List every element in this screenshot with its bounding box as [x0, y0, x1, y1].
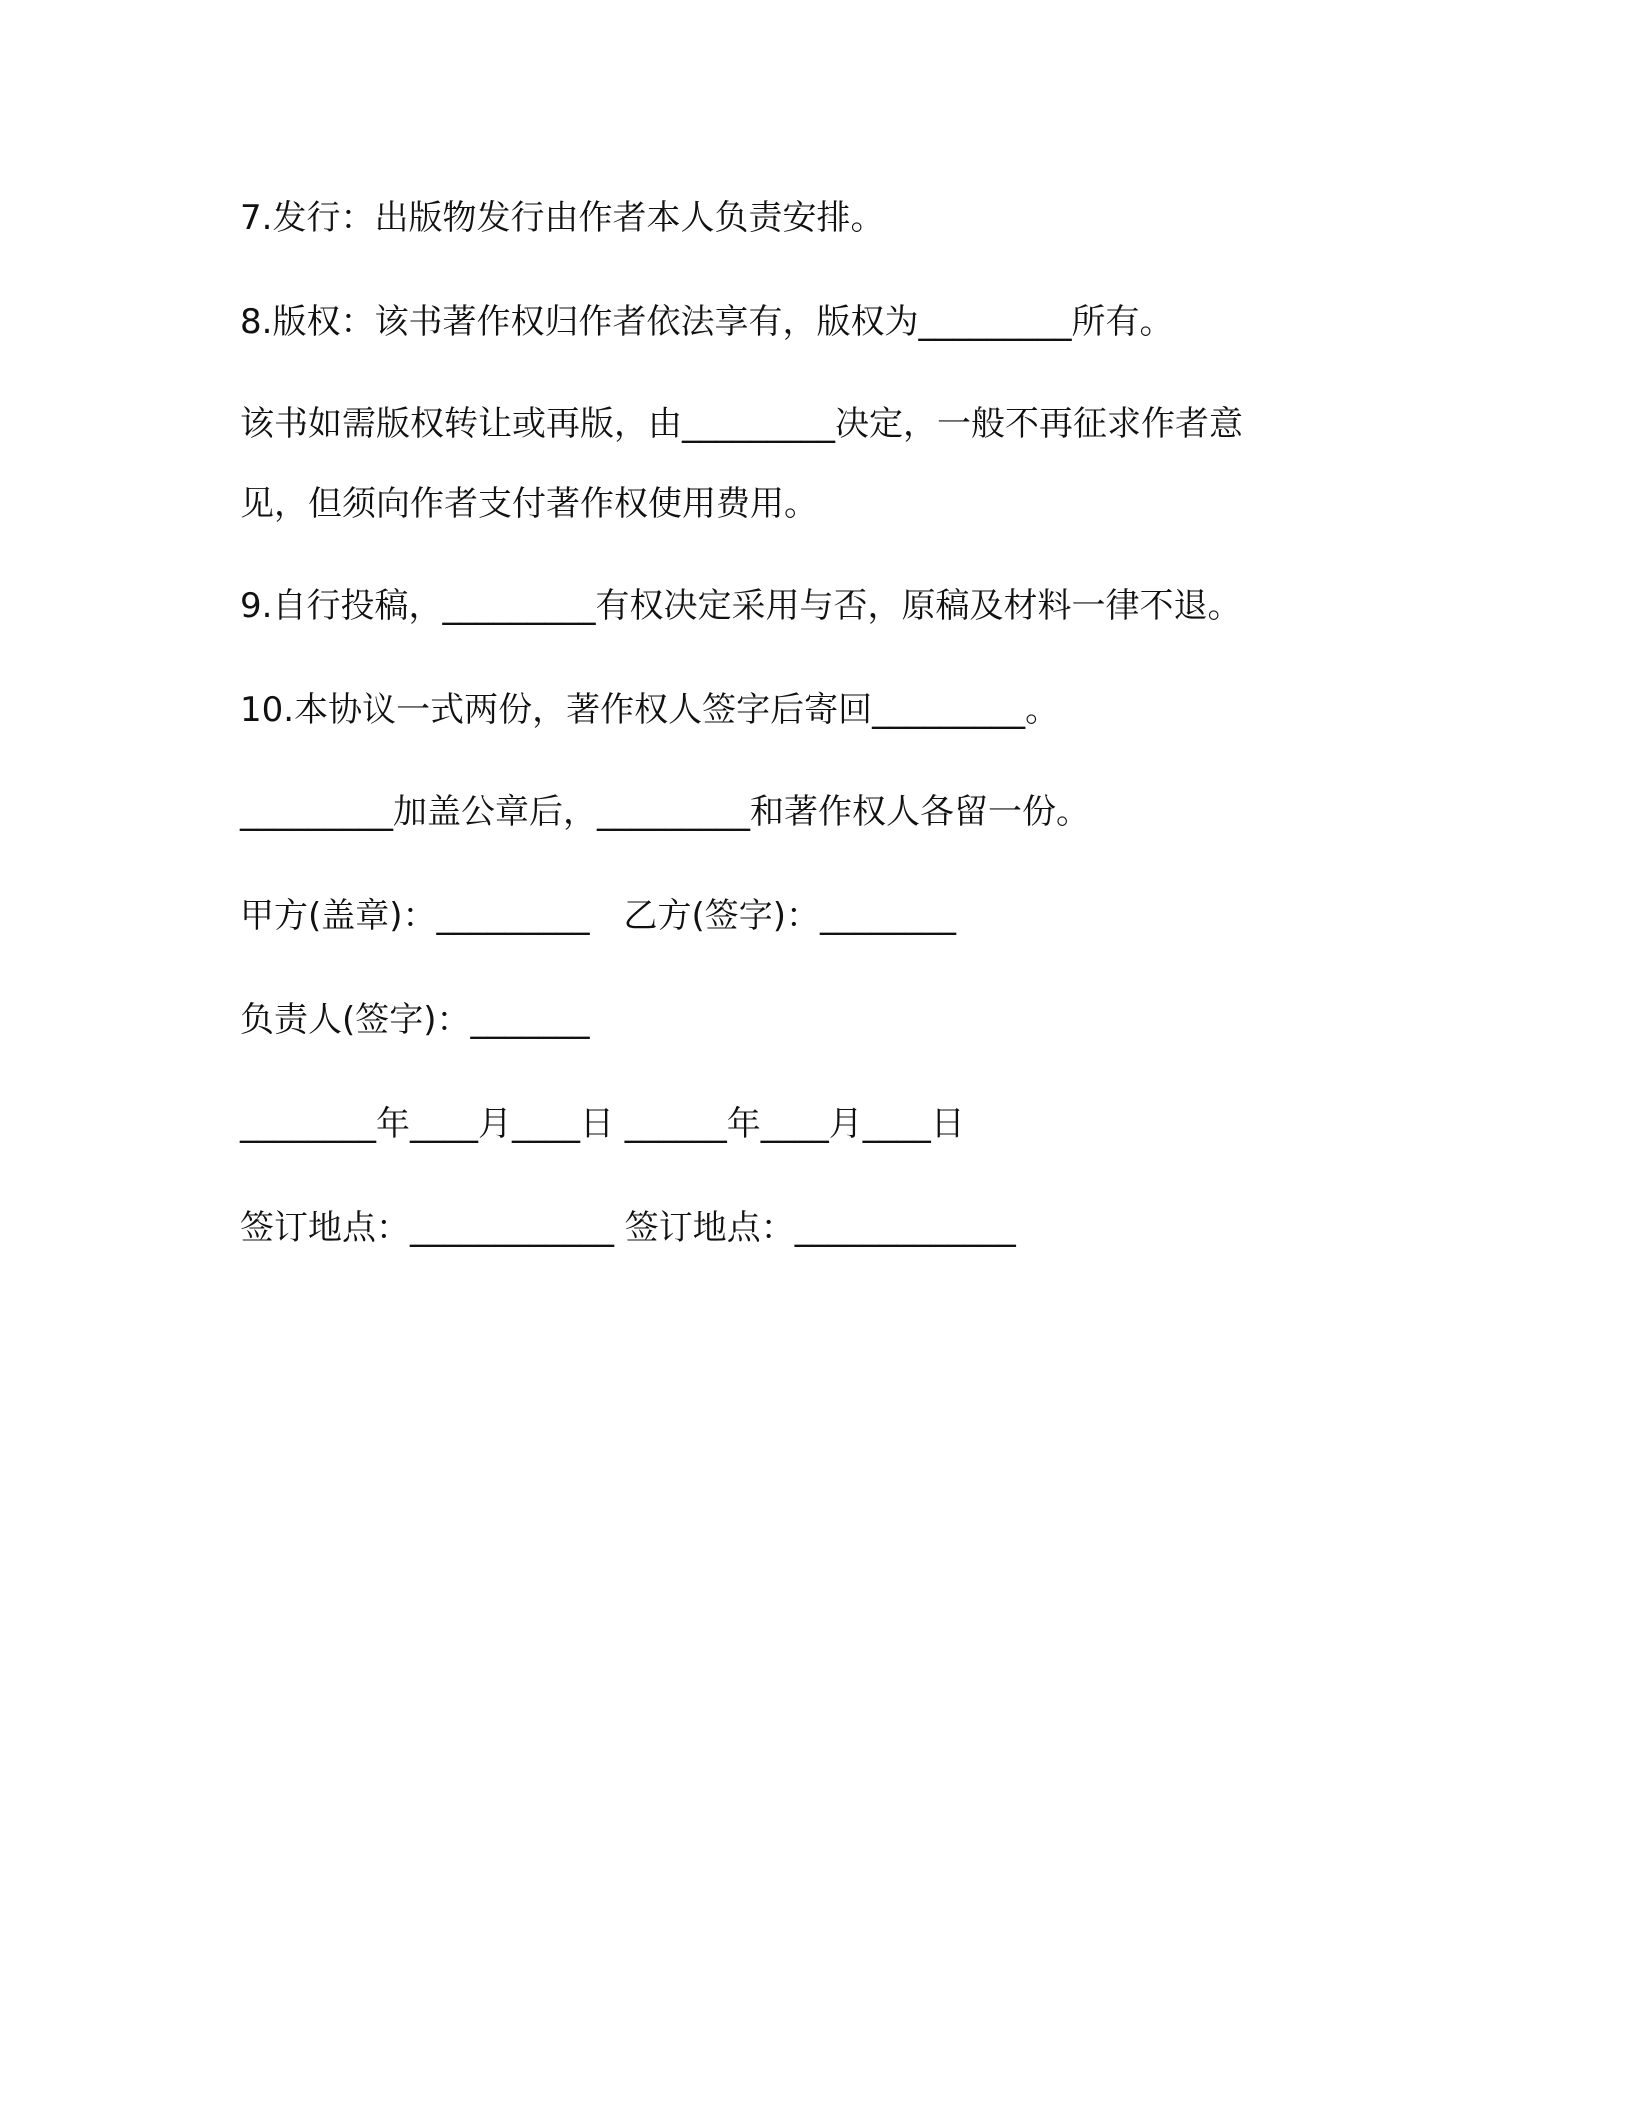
clause-8-copyright: 8.版权：该书著作权归作者依法享有，版权为_________所有。 [240, 302, 1174, 342]
party-signatures: 甲方(盖章)：_________ 乙方(签字)：________ [240, 896, 957, 936]
responsible-person-signature: 负责人(签字)：_______ [240, 1000, 590, 1040]
signing-locations: 签订地点：____________ 签订地点：_____________ [240, 1208, 1016, 1248]
clause-8-transfer-line-1: 该书如需版权转让或再版，由_________决定，一般不再征求作者意 [240, 404, 1243, 444]
clause-7-distribution: 7.发行：出版物发行由作者本人负责安排。 [240, 198, 885, 238]
clause-10-copies: 10.本协议一式两份，著作权人签字后寄回_________。 [240, 690, 1060, 730]
clause-8-transfer-line-2: 见，但须向作者支付著作权使用费用。 [240, 484, 818, 524]
signing-dates: ________年____月____日 ______年____月____日 [240, 1104, 965, 1144]
clause-10-seal: _________加盖公章后，_________和著作权人各留一份。 [240, 792, 1090, 832]
clause-9-submission: 9.自行投稿，_________有权决定采用与否，原稿及材料一律不退。 [240, 586, 1242, 626]
